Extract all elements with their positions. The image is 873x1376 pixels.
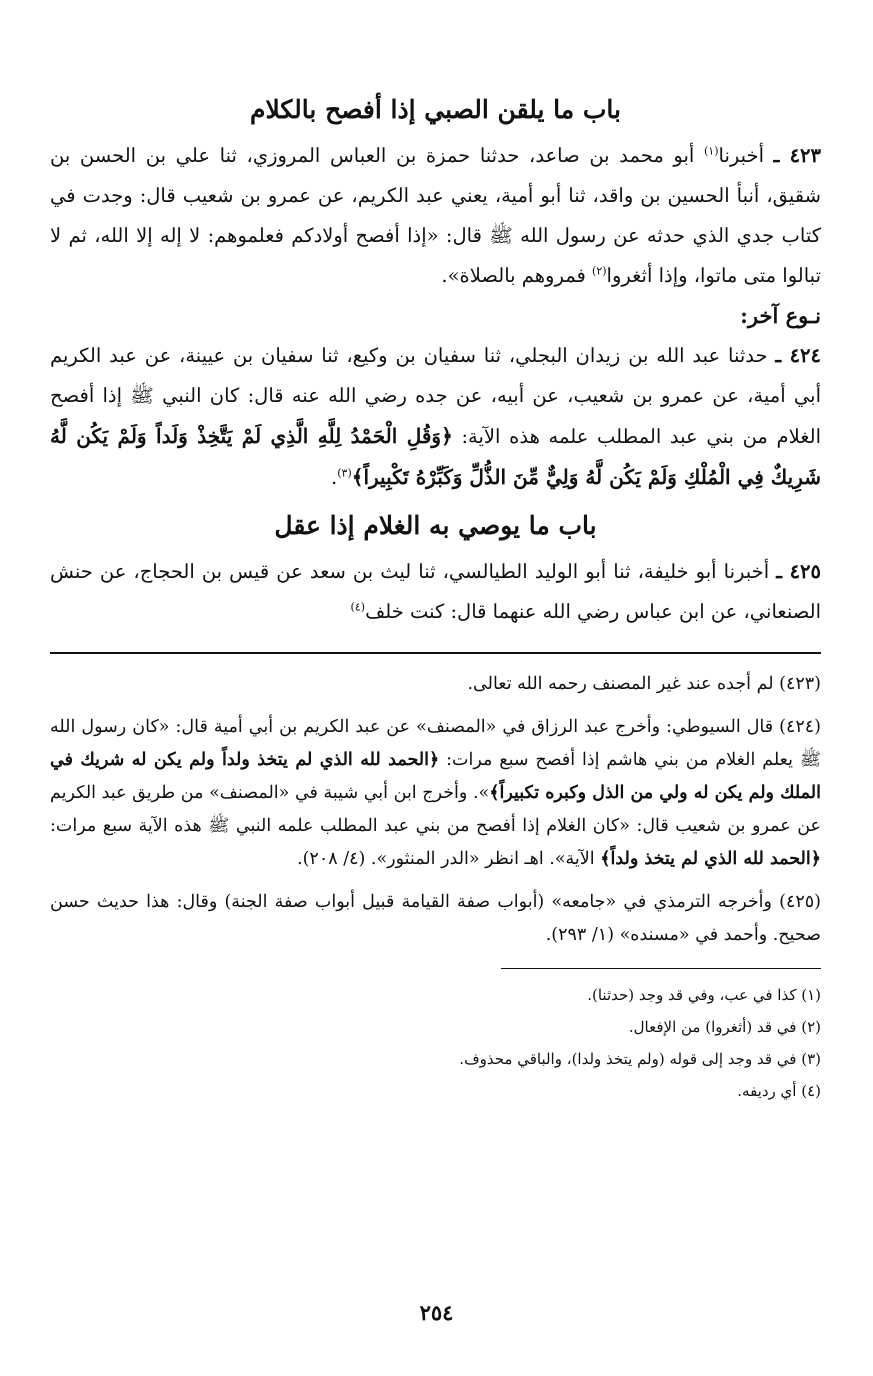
footnote-ref-3: (٣) bbox=[337, 466, 352, 480]
commentary-divider bbox=[50, 652, 821, 654]
chapter-heading-2: باب ما يوصي به الغلام إذا عقل bbox=[274, 511, 597, 540]
page-number: ٢٥٤ bbox=[419, 1300, 454, 1325]
footnote-2: (٢) في قد (أثغروا) من الإفعال. bbox=[628, 1018, 821, 1036]
commentary-423: (٤٢٣) لم أجده عند غير المصنف رحمه الله تعالى. bbox=[467, 674, 821, 694]
footnote-4: (٤) أي رديفه. bbox=[737, 1082, 821, 1100]
hadith-425-text-a: أخبرنا أبو خليفة، ثنا أبو الوليد الطيالسي، ثنا ليث بن سعد عن قيس بن الحجاج، عن حنش الصنعاني، عن ابن عباس رضي الله عنهما قال: كنت خلف bbox=[50, 560, 821, 623]
footnotes-section bbox=[50, 979, 821, 1107]
commentary-section bbox=[50, 668, 821, 952]
footnotes-divider bbox=[501, 968, 821, 969]
commentary-424 bbox=[50, 711, 821, 876]
hadith-number-425: ٤٢٥ ـ bbox=[776, 560, 821, 583]
commentary-424-text-e: الآية». اهـ انظر «الدر المنثور». (٤/ ٢٠٨). bbox=[297, 849, 601, 869]
hadith-number-423: ٤٢٣ ـ bbox=[773, 144, 821, 167]
hadith-424-text-c: . bbox=[331, 466, 338, 489]
footnote-3: (٣) في قد وجد إلى قوله (ولم يتخذ ولدا)، والباقي محذوف. bbox=[459, 1050, 821, 1068]
footnote-1: (١) كذا في عب، وفي قد وجد (حدثنا). bbox=[587, 986, 821, 1004]
footnote-ref-1: (١) bbox=[703, 144, 719, 158]
hadith-423-text-b: أبو محمد بن صاعد، حدثنا حمزة بن العباس المروزي، ثنا علي بن الحسن بن شقيق، أنبأ الحسين بن واقد، ثنا أبو أمية، يعني عبد الكريم، عن عمرو بن شعيب قال: وجدت في كتاب جدي الذي حدثه عن رسول الله ﷺ قال: «إذا أفصح أولادكم فعلموهم: لا إله إلا الله، ثم لا تبالوا متى ماتوا، وإذا أثغروا bbox=[50, 144, 821, 287]
sub-heading: نـوع آخر: bbox=[740, 303, 821, 328]
hadith-number-424: ٤٢٤ ـ bbox=[775, 344, 821, 367]
hadith-424 bbox=[50, 336, 821, 498]
commentary-424-verse-2: ﴿الحمد لله الذي لم يتخذ ولداً﴾ bbox=[600, 849, 821, 869]
commentary-424-verse-1: ﴿الحمد لله الذي لم يتخذ ولداً ولم يكن له شريك في الملك ولم يكن له ولي من الذل وكبره تكبيراً﴾ bbox=[50, 750, 821, 803]
commentary-424-text-c: ». وأخرج ابن أبي شيبة في «المصنف» من طريق عبد الكريم عن عمرو بن شعيب قال: «كان الغلام إذا أفصح من بني عبد المطلب علمه النبي ﷺ هذه الآية سبع مرات: bbox=[50, 783, 821, 836]
hadith-425 bbox=[50, 552, 821, 632]
footnote-ref-2: (٢) bbox=[592, 264, 607, 278]
commentary-425: (٤٢٥) وأخرجه الترمذي في «جامعه» (أبواب صفة القيامة قبيل أبواب صفة الجنة) وقال: هذا حديث حسن صحيح. وأحمد في «مسنده» (١/ ٢٩٣). bbox=[50, 892, 821, 945]
hadith-423-text-a: أخبرنا bbox=[718, 144, 774, 167]
hadith-424-text-a: حدثنا عبد الله بن زيدان البجلي، ثنا سفيان بن وكيع، ثنا سفيان بن عيينة، عن عبد الكريم أبي أمية، عن عمرو بن شعيب، عن أبيه، عن جده رضي الله عنه قال: كان النبي ﷺ إذا أفصح الغلام من بني عبد المطلب علمه هذه الآية: bbox=[50, 344, 822, 448]
chapter-heading-1: باب ما يلقن الصبي إذا أفصح بالكلام bbox=[249, 95, 621, 124]
quran-verse: ﴿وَقُلِ الْحَمْدُ لِلَّهِ الَّذِي لَمْ يَتَّخِذْ وَلَداً وَلَمْ يَكُن لَّهُ شَرِيكٌ فِي الْمُلْكِ وَلَمْ يَكُن لَّهُ وَلِيٌّ مِّنَ الذُّلِّ وَكَبِّرْهُ تَكْبِيراً﴾ bbox=[50, 424, 821, 489]
commentary-424-text-a: (٤٢٤) قال السيوطي: وأخرج عبد الرزاق في «المصنف» عن عبد الكريم بن أبي أمية قال: «كان رسول الله ﷺ يعلم الغلام من بني هاشم إذا أفصح سبع مرات: bbox=[50, 717, 821, 770]
hadith-423 bbox=[50, 136, 821, 296]
footnote-ref-4: (٤) bbox=[350, 600, 366, 614]
hadith-423-text-c: فمروهم بالصلاة». bbox=[441, 264, 593, 287]
